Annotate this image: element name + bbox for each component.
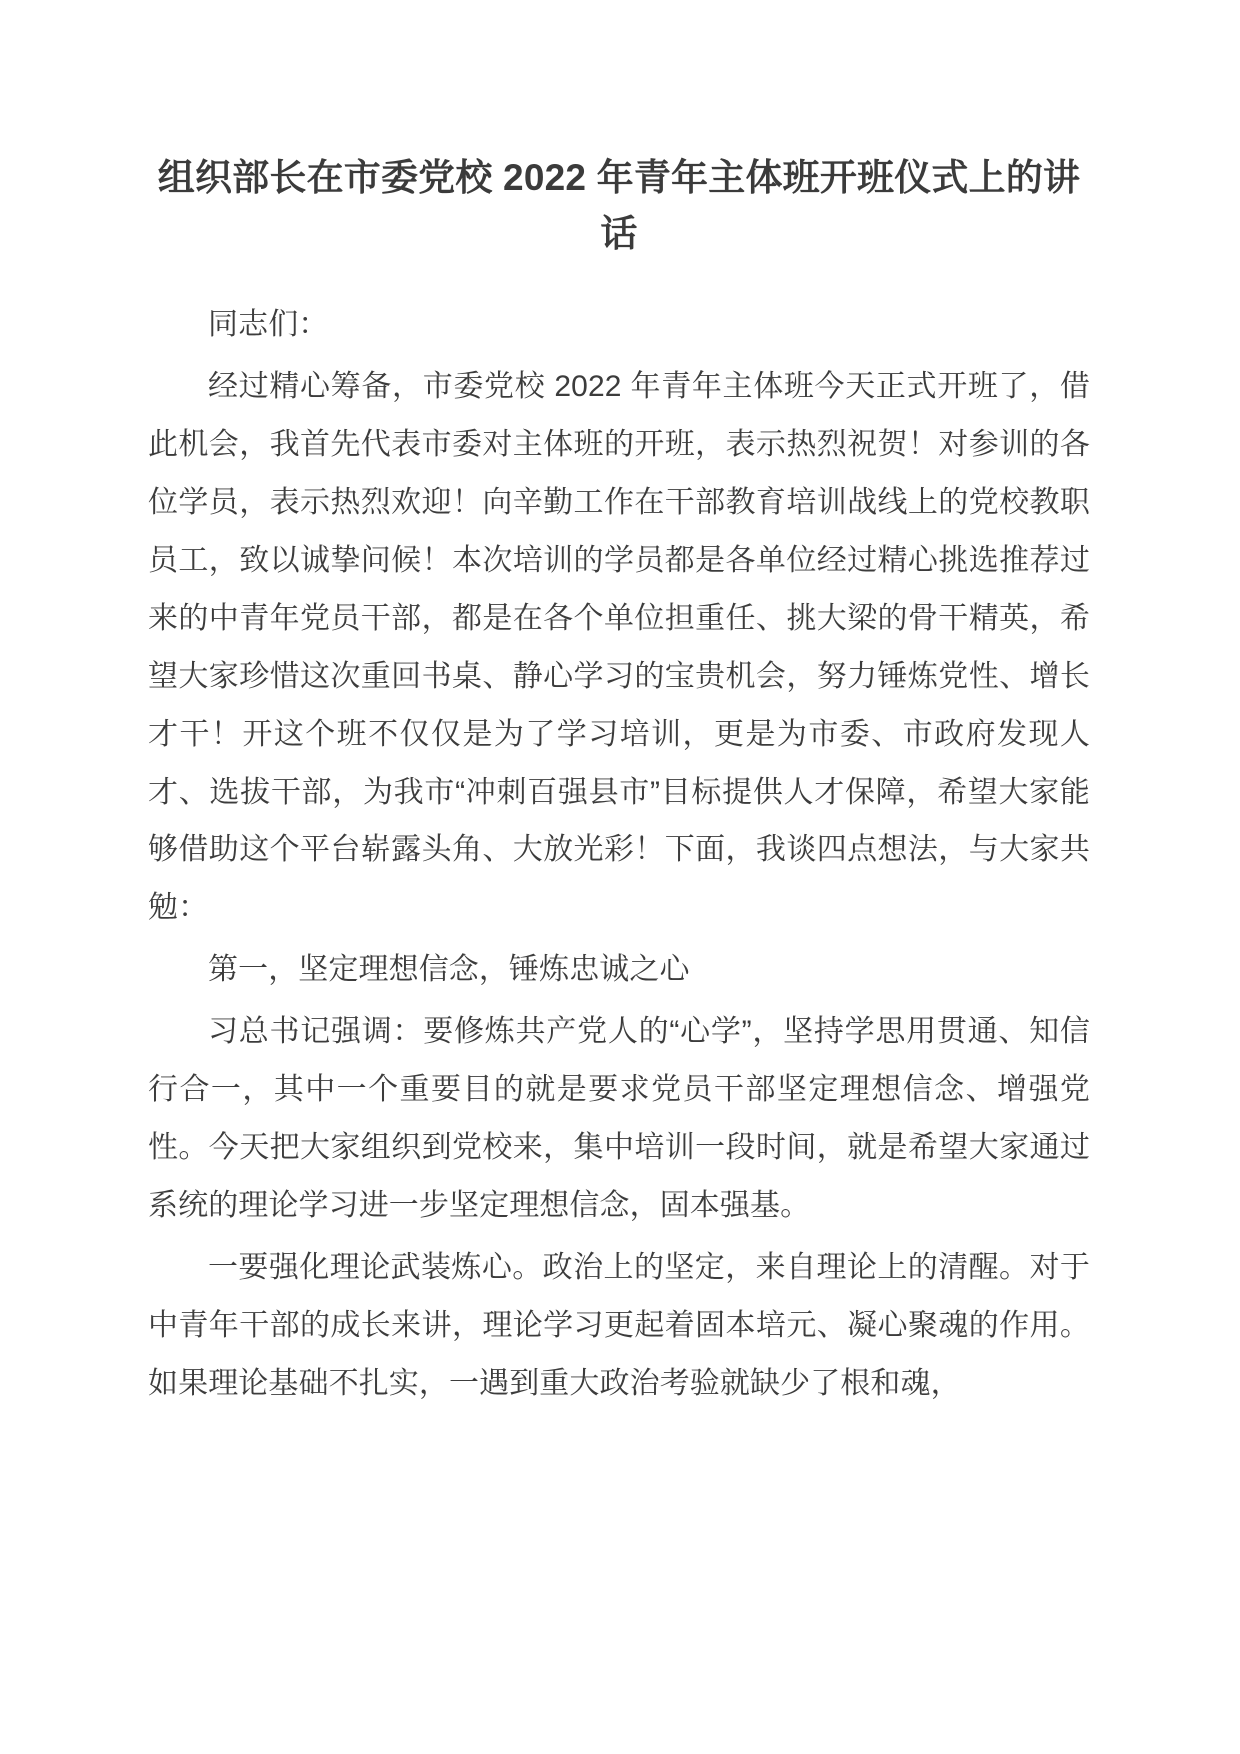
paragraph-section-1-body-2: 一要强化理论武装炼心。政治上的坚定，来自理论上的清醒。对于中青年干部的成长来讲，理论学习更起着固本培元、凝心聚魂的作用。如果理论基础不扎实，一遇到重大政治考验就缺少了根和魂， (148, 1250, 1090, 1400)
paragraph-section-1-body-1: 习总书记强调：要修炼共产党人的“心学”，坚持学思用贯通、知信行合一，其中一个重要目的就是要求党员干部坚定理想信念、增强党性。今天把大家组织到党校来，集中培训一段时间，就是希望大家通过系统的理论学习进一步坚定理想信念，固本强基。 (148, 1015, 1090, 1222)
document-body (148, 296, 1090, 1412)
paragraph-salutation: 同志们： (208, 308, 329, 342)
paragraph-section-heading-1: 第一，坚定理想信念，锤炼忠诚之心 (208, 953, 690, 987)
paragraph-opening-remarks: 经过精心筹备，市委党校 2022 年青年主体班今天正式开班了，借此机会，我首先代表市委对主体班的开班，表示热烈祝贺！对参训的各位学员，表示热烈欢迎！向辛勤工作在干部教育培训战线上的党校教职员工，致以诚挚问候！本次培训的学员都是各单位经过精心挑选推荐过来的中青年党员干部，都是在各个单位担重任、挑大梁的骨干精英，希望大家珍惜这次重回书桌、静心学习的宝贵机会，努力锤炼党性、增长才干！开这个班不仅仅是为了学习培训，更是为市委、市政府发现人才、选拔干部，为我市“冲刺百强县市”目标提供人才保障，希望大家能够借助这个平台崭露头角、大放光彩！下面，我谈四点想法，与大家共勉： (148, 370, 1090, 925)
document-title: 组织部长在市委党校 2022 年青年主体班开班仪式上的讲话 (157, 157, 1081, 255)
